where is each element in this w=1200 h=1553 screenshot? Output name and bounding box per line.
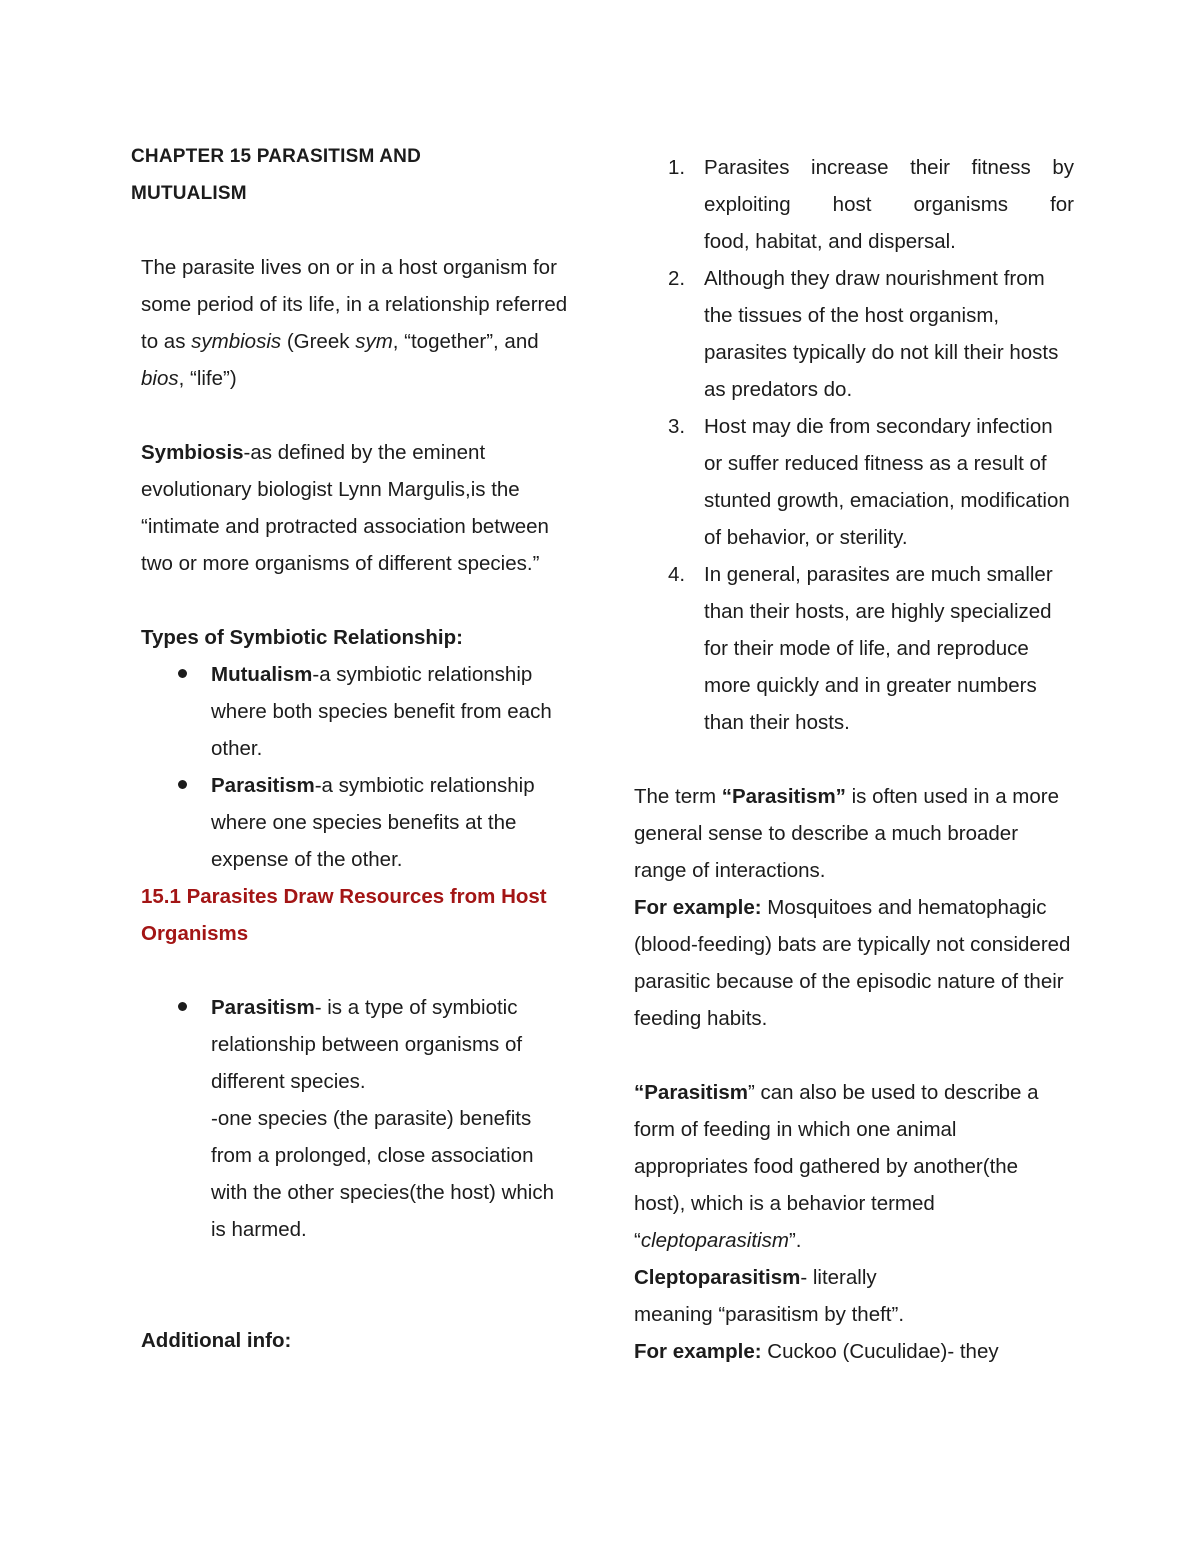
symbiosis-definition: Symbiosis-as defined by the eminent evolutionary biologist Lynn Margulis,is the “intimate and protracted association between two or more organisms of different species.” bbox=[141, 441, 549, 575]
types-heading: Types of Symbiotic Relationship: bbox=[141, 626, 463, 649]
list-item: Parasitism- is a type of symbiotic relationship between organisms of different species. -one species (the parasite) benefits from a prolonged, close association with the other species(the host) which is harmed. bbox=[131, 989, 571, 1248]
list-item: 1. Parasites increase their fitness by exploiting host organisms for food, habitat, and dispersal. bbox=[668, 156, 1074, 253]
parasitism-usage-paragraph: “Parasitism” can also be used to describe a form of feeding in which one animal appropriates food gathered by another(the host), which is a behavior termed “cleptoparasitism”. bbox=[634, 1081, 1039, 1252]
list-item: 3. Host may die from secondary infection or suffer reduced fitness as a result of stunted growth, emaciation, modification of behavior, or sterility. bbox=[668, 415, 1070, 549]
intro-paragraph: The parasite lives on or in a host organism for some period of its life, in a relationship referred to as symbiosis (Greek sym, “together”, and bios, “life”) bbox=[141, 256, 568, 390]
cleptoparasitism-definition: Cleptoparasitism- literally meaning “parasitism by theft”. bbox=[634, 1266, 905, 1326]
cuckoo-example: For example: Cuckoo (Cuculidae)- they bbox=[634, 1340, 999, 1363]
list-item: Mutualism-a symbiotic relationship where both species benefit from each other. bbox=[131, 656, 571, 767]
numbered-points bbox=[634, 149, 1074, 741]
left-column bbox=[131, 138, 571, 1359]
chapter-title: CHAPTER 15 PARASITISM AND MUTUALISM bbox=[131, 146, 422, 204]
list-item: Parasitism-a symbiotic relationship where one species benefits at the expense of the other. bbox=[131, 767, 571, 878]
parasitism-list bbox=[131, 989, 571, 1248]
term-paragraph: The term “Parasitism” is often used in a more general sense to describe a much broader range of interactions. bbox=[634, 785, 1060, 882]
example-paragraph: For example: Mosquitoes and hematophagic (blood-feeding) bats are typically not considered parasitic because of the episodic nature of their feeding habits. bbox=[634, 896, 1071, 1030]
section-heading: 15.1 Parasites Draw Resources from Host Organisms bbox=[141, 885, 547, 945]
right-column bbox=[634, 138, 1074, 1370]
additional-info-heading: Additional info: bbox=[141, 1329, 292, 1352]
types-list bbox=[131, 656, 571, 878]
list-item: 2. Although they draw nourishment from the tissues of the host organism, parasites typically do not kill their hosts as predators do. bbox=[668, 267, 1059, 401]
list-item: 4. In general, parasites are much smaller than their hosts, are highly specialized for their mode of life, and reproduce more quickly and in greater numbers than their hosts. bbox=[668, 563, 1053, 734]
